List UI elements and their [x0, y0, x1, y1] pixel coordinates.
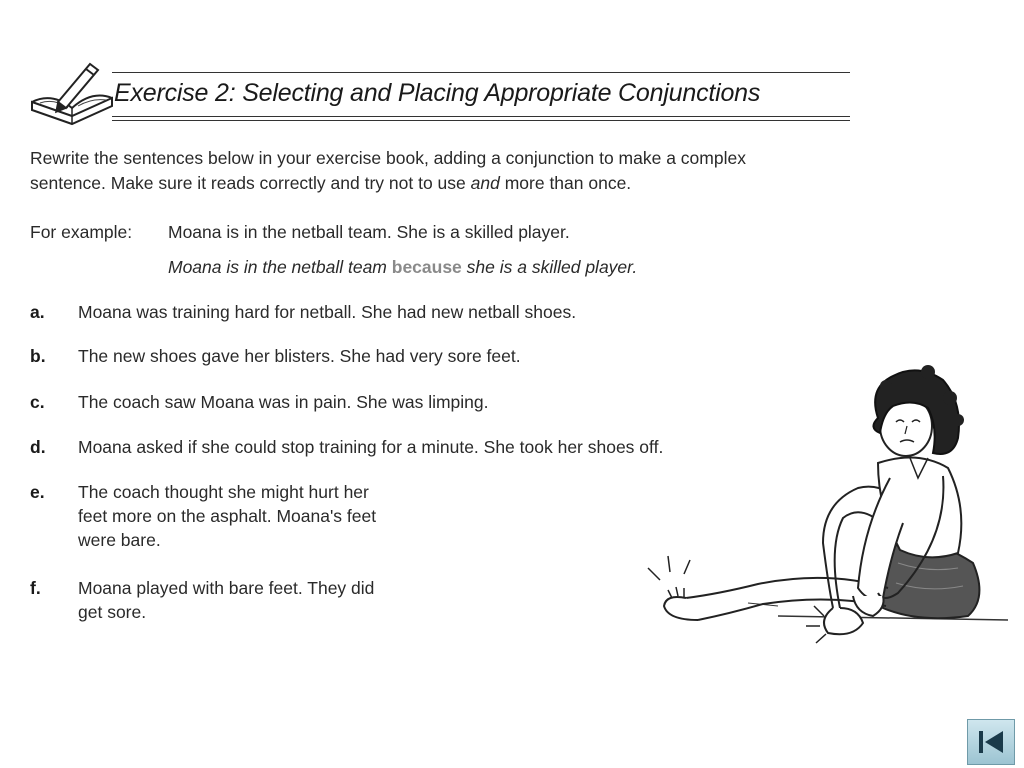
title-top-rule: [112, 72, 850, 73]
item-line: get sore.: [78, 602, 147, 622]
book-pencil-icon: [28, 58, 118, 136]
title-bottom-rule-2: [112, 120, 850, 121]
item-letter: d.: [30, 437, 46, 457]
instructions-emphasis: and: [470, 173, 500, 193]
item-text: [78, 576, 374, 624]
item-text: [78, 300, 576, 324]
item-letter: a.: [30, 302, 45, 322]
example-answer-start: Moana is in the netball team: [168, 257, 392, 277]
item-line: Moana was training hard for netball. She had new netball shoes.: [78, 302, 577, 322]
item-line: The new shoes gave her blisters. She had very sore feet.: [78, 346, 521, 366]
item-text: [78, 344, 521, 368]
skip-back-icon: [976, 728, 1006, 756]
item-line: feet more on the asphalt. Moana's feet: [78, 506, 377, 526]
exercise-title: Exercise 2: Selecting and Placing Appropriate Conjunctions: [114, 79, 761, 107]
item-text: [78, 435, 663, 459]
item-line: were bare.: [78, 530, 161, 550]
item-letter: b.: [30, 346, 46, 366]
item-line: The coach saw Moana was in pain. She was limping.: [78, 392, 489, 412]
example-answer-end: she is a skilled player.: [461, 257, 638, 277]
example-sentence: Moana is in the netball team. She is a skilled player.: [168, 222, 570, 242]
instructions: [30, 146, 950, 196]
item-text: [78, 390, 489, 414]
item-line: Moana asked if she could stop training for a minute. She took her shoes off.: [78, 437, 664, 457]
instructions-text-end: more than once.: [499, 173, 632, 193]
item-letter: f.: [30, 578, 41, 598]
title-bottom-rule: [112, 116, 850, 117]
item-letter: e.: [30, 482, 45, 502]
item-letter: c.: [30, 392, 45, 412]
instructions-line-1: Rewrite the sentences below in your exercise book, adding a conjunction to make a complex: [30, 148, 746, 168]
item-text: [78, 480, 376, 552]
instructions-text: sentence. Make sure it reads correctly and try not to use: [30, 173, 471, 193]
item-line: Moana played with bare feet. They did: [78, 578, 375, 598]
girl-illustration: [628, 358, 1018, 658]
example-answer: [168, 257, 637, 278]
example-conjunction: because: [391, 257, 462, 277]
example-label: For example:: [30, 222, 133, 242]
back-to-start-button[interactable]: [967, 719, 1015, 765]
item-line: The coach thought she might hurt her: [78, 482, 369, 502]
instructions-line-2: [30, 171, 950, 196]
